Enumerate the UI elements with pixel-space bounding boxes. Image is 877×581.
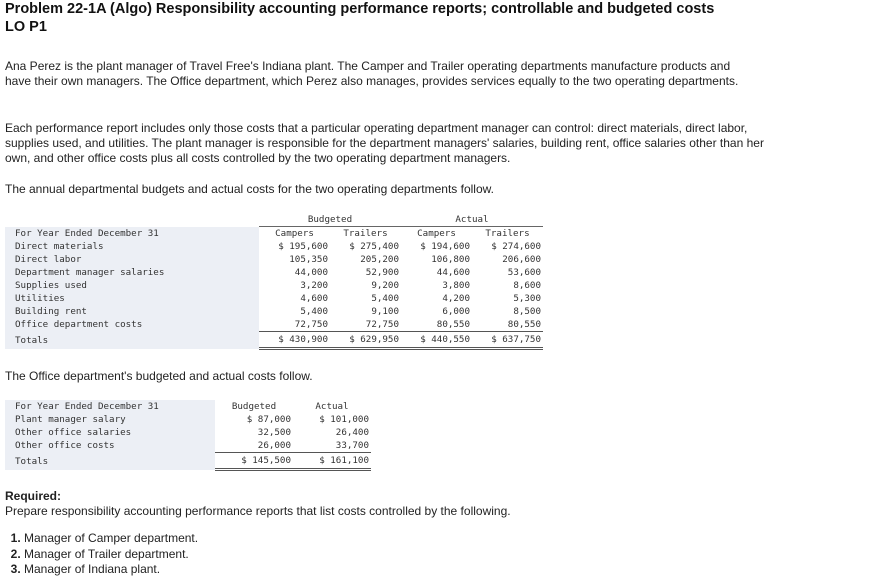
row-label: Direct materials <box>5 240 259 253</box>
total-cell: $ 629,950 <box>330 332 401 349</box>
row-label: Direct labor <box>5 253 259 266</box>
col-header: Actual <box>315 401 349 412</box>
cell: 52,900 <box>365 267 399 278</box>
cell: 4,600 <box>300 293 328 304</box>
cell: 6,000 <box>442 306 470 317</box>
table-row <box>5 253 543 266</box>
cell: 3,800 <box>442 280 470 291</box>
table-row <box>5 413 371 426</box>
intro-paragraph: Ana Perez is the plant manager of Travel Free's Indiana plant. The Camper and Trailer operating departments manufacture products and have their own managers. The Office department, which Perez also manages, provides services equally to the two operating departments. <box>5 59 739 88</box>
totals-row <box>5 332 543 349</box>
col-header: Trailers <box>343 228 388 239</box>
row-label: Office department costs <box>5 318 259 332</box>
cell: 33,700 <box>293 439 371 453</box>
cell: 53,600 <box>507 267 541 278</box>
cell: 26,400 <box>335 427 369 438</box>
list-item: 2. Manager of Trailer department. <box>24 547 198 563</box>
cell: 105,350 <box>289 254 328 265</box>
cell: $ 87,000 <box>246 414 291 425</box>
table-row <box>5 426 371 439</box>
total-cell: $ 430,900 <box>259 332 330 349</box>
total-cell: $ 161,100 <box>293 453 371 470</box>
column-header-row <box>5 227 543 241</box>
total-cell: $ 145,500 <box>215 453 293 470</box>
cell: 3,200 <box>300 280 328 291</box>
requirements-list <box>8 531 198 578</box>
table-row <box>5 292 543 305</box>
col-header: Trailers <box>485 228 530 239</box>
table-row <box>5 279 543 292</box>
cell: 80,550 <box>401 318 472 332</box>
period-label: For Year Ended December 31 <box>5 227 259 241</box>
table-row <box>5 305 543 318</box>
row-label: Other office costs <box>5 439 215 453</box>
budgets-intro-paragraph: The annual departmental budgets and actual costs for the two operating departments follow. <box>5 182 494 196</box>
cell: 32,500 <box>257 427 291 438</box>
cell: 72,750 <box>330 318 401 332</box>
cell: 5,400 <box>371 293 399 304</box>
required-heading: Required: <box>5 489 62 503</box>
problem-title <box>5 0 714 36</box>
cell: 5,300 <box>513 293 541 304</box>
cell: 80,550 <box>472 318 543 332</box>
total-cell: $ 637,750 <box>472 332 543 349</box>
cell: 26,000 <box>215 439 293 453</box>
cell: $ 194,600 <box>420 241 470 252</box>
required-text: Prepare responsibility accounting performance reports that list costs controlled by the following. <box>5 504 511 518</box>
cell: $ 275,400 <box>349 241 399 252</box>
row-label: Utilities <box>5 292 259 305</box>
group-header-row <box>5 213 543 227</box>
controllable-costs-paragraph: Each performance report includes only those costs that a particular operating department manager can control: direct materials, direct labor, supplies used, and utilities. The plant manager is responsible for the department managers' salaries, building rent, office salaries other than her own, and other office costs plus all costs controlled by the two operating department managers. <box>5 121 764 165</box>
cell: 205,200 <box>360 254 399 265</box>
table-row <box>5 240 543 253</box>
title-line-1: Problem 22-1A (Algo) Responsibility accounting performance reports; controllable and budgeted costs <box>5 1 715 17</box>
title-line-2: LO P1 <box>5 19 47 35</box>
totals-label: Totals <box>5 332 259 349</box>
office-department-table <box>5 400 371 471</box>
cell: $ 101,000 <box>319 414 369 425</box>
cell: 44,000 <box>294 267 328 278</box>
list-item: 3. Manager of Indiana plant. <box>24 562 198 578</box>
office-costs-paragraph: The Office department's budgeted and actual costs follow. <box>5 369 313 383</box>
totals-label: Totals <box>5 453 215 470</box>
totals-row <box>5 453 371 470</box>
row-label: Other office salaries <box>5 426 215 439</box>
table-row <box>5 318 543 332</box>
group-actual: Actual <box>401 213 543 227</box>
row-label: Supplies used <box>5 279 259 292</box>
table-row <box>5 266 543 279</box>
column-header-row <box>5 400 371 413</box>
cell: 5,400 <box>300 306 328 317</box>
row-label: Building rent <box>5 305 259 318</box>
list-item: 1. Manager of Camper department. <box>24 531 198 547</box>
col-header: Campers <box>417 228 456 239</box>
period-label: For Year Ended December 31 <box>5 400 215 413</box>
total-cell: $ 440,550 <box>401 332 472 349</box>
col-header: Campers <box>275 228 314 239</box>
departmental-budget-table <box>5 213 543 350</box>
cell: $ 195,600 <box>278 241 328 252</box>
cell: 72,750 <box>259 318 330 332</box>
group-budgeted: Budgeted <box>259 213 401 227</box>
cell: 9,200 <box>371 280 399 291</box>
row-label: Plant manager salary <box>5 413 215 426</box>
col-header: Budgeted <box>231 401 277 412</box>
table-row <box>5 439 371 453</box>
cell: 206,600 <box>502 254 541 265</box>
cell: 4,200 <box>442 293 470 304</box>
cell: 8,600 <box>513 280 541 291</box>
cell: 44,600 <box>436 267 470 278</box>
row-label: Department manager salaries <box>5 266 259 279</box>
cell: 9,100 <box>371 306 399 317</box>
cell: 8,500 <box>513 306 541 317</box>
cell: 106,800 <box>431 254 470 265</box>
cell: $ 274,600 <box>491 241 541 252</box>
